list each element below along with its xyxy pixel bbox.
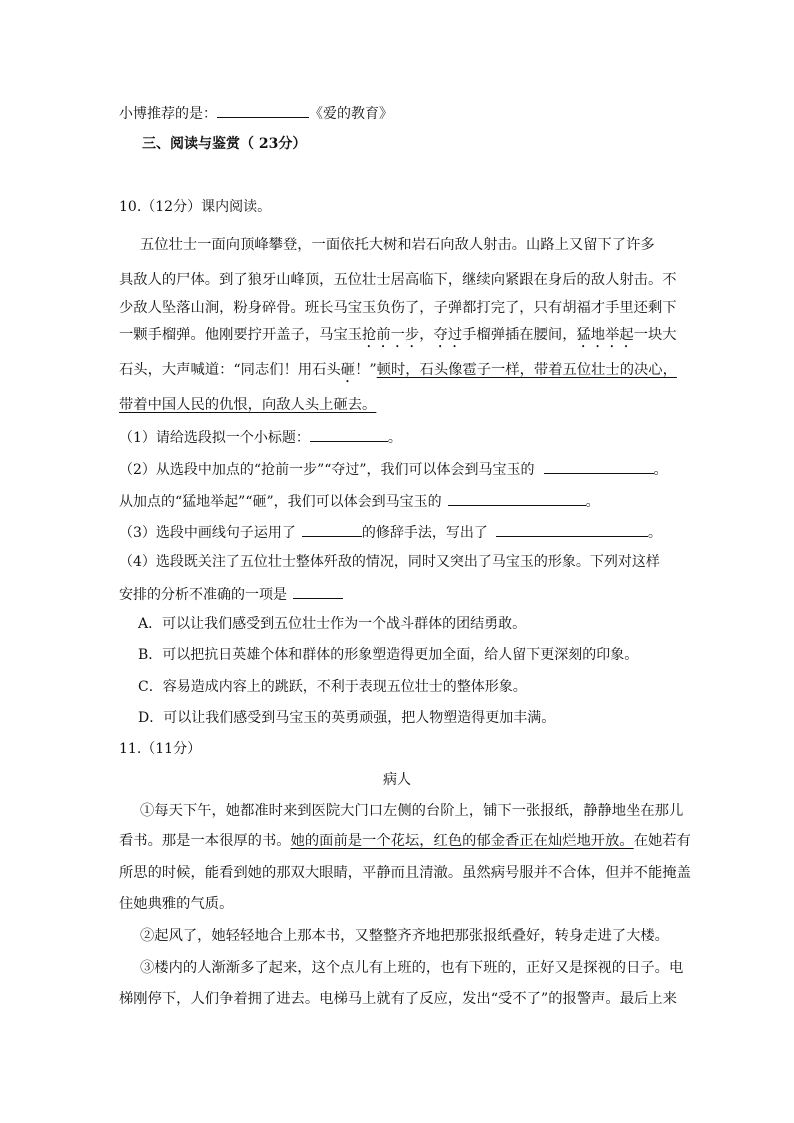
question-10-4: （4）选段既关注了五位壮士整体歼敌的情况，同时又突出了马宝玉的形象。下列对这样	[119, 554, 660, 570]
passage-line-4: 一颗手榴弹。他刚要拧开盖子，马宝玉抢前一步，夺过手榴弹插在腰间，猛地举起一块大	[119, 327, 677, 343]
answer-blank[interactable]	[496, 522, 648, 537]
answer-blank[interactable]	[310, 427, 388, 442]
underlined-sentence: 她的面前是一个花坛，红色的郁金香正在灿烂地开放。	[290, 833, 634, 849]
story-p3-line-2: 梯刚停下，人们争着拥了进去。电梯马上就有了反应，发出“受不了”的报警声。最后上来	[119, 991, 677, 1007]
dotted-phrase: 猛地举起	[576, 327, 634, 343]
q10-header: 10.（12分）课内阅读。	[119, 199, 272, 215]
story-p1-line-4: 住她典雅的气质。	[119, 896, 234, 912]
dotted-phrase: 抢前一步	[362, 327, 420, 343]
recommend-blank[interactable]	[217, 103, 309, 118]
story-p1-line-3: 所思的时候，能看到她的那双大眼睛，平静而且清澈。虽然病号服并不合体，但并不能掩盖	[119, 865, 691, 881]
question-10-1: （1）请给选段拟一个小标题： 。	[119, 427, 402, 448]
dotted-phrase: 夺过	[433, 327, 463, 343]
answer-blank[interactable]	[448, 491, 586, 506]
q11-header: 11.（11分）	[119, 741, 202, 757]
question-10-4b: 安排的分析不准确的一项是	[119, 584, 343, 605]
recommend-prefix: 小博推荐的是：	[119, 106, 217, 122]
passage-line-6	[119, 395, 376, 415]
passage-line-3: 少敌人坠落山涧，粉身碎骨。班长马宝玉负伤了，子弹都打完了，只有胡福才手里还剩下	[119, 300, 677, 316]
underlined-sentence: 带着中国人民的仇恨，向敌人头上砸去。	[119, 397, 377, 413]
passage-line-1: 五位壮士一面向顶峰攀登，一面依托大树和岩石向敌人射击。山路上又留下了许多	[140, 237, 655, 253]
story-p1-line-2: 看书。那是一本很厚的书。她的面前是一个花坛，红色的郁金香正在灿烂地开放。在她若有	[119, 833, 691, 849]
answer-blank[interactable]	[544, 459, 654, 474]
section-heading: 三、阅读与鉴赏（ 23分）	[142, 136, 307, 152]
passage-line-5: 石头，大声喊道：“同志们！用石头砸！”顿时，石头像雹子一样，带着五位壮士的决心，	[119, 362, 677, 378]
option-a[interactable]: A．可以让我们感受到五位壮士作为一个战斗群体的团结勇敢。	[138, 616, 527, 632]
option-b[interactable]: B．可以把抗日英雄个体和群体的形象塑造得更加全面，给人留下更深刻的印象。	[138, 647, 639, 663]
underlined-sentence: 顿时，石头像雹子一样，带着五位壮士的决心，	[376, 362, 677, 378]
option-d[interactable]: D．可以让我们感受到马宝玉的英勇顽强，把人物塑造得更加丰满。	[138, 710, 556, 726]
answer-blank[interactable]	[293, 584, 343, 599]
story-p1-line-1: ①每天下午，她都准时来到医院大门口左侧的台阶上，铺下一张报纸，静静地坐在那儿	[140, 803, 684, 819]
recommend-book: 《爱的教育》	[309, 106, 393, 122]
option-c[interactable]: C．容易造成内容上的跳跃，不利于表现五位壮士的整体形象。	[138, 679, 527, 695]
question-10-3: （3）选段中画线句子运用了 的修辞手法，写出了 。	[119, 522, 662, 543]
story-p2: ②起风了，她轻轻地合上那本书，又整整齐齐地把那张报纸叠好，转身走进了大楼。	[140, 928, 669, 944]
question-10-2b: 从加点的“猛地举起”“砸”，我们可以体会到马宝玉的 。	[119, 491, 600, 512]
recommend-line	[119, 103, 393, 124]
story-p3-line-1: ③楼内的人渐渐多了起来，这个点儿有上班的，也有下班的，正好又是探视的日子。电	[140, 960, 684, 976]
question-10-2: （2）从选段中加点的“抢前一步”“夺过”，我们可以体会到马宝玉的 。	[119, 459, 668, 480]
dotted-phrase: 砸	[340, 362, 356, 378]
story-title: 病人	[383, 772, 411, 788]
answer-blank[interactable]	[302, 522, 362, 537]
passage-line-2: 具敌人的尸体。到了狼牙山峰顶，五位壮士居高临下，继续向紧跟在身后的敌人射击。不	[119, 272, 677, 288]
